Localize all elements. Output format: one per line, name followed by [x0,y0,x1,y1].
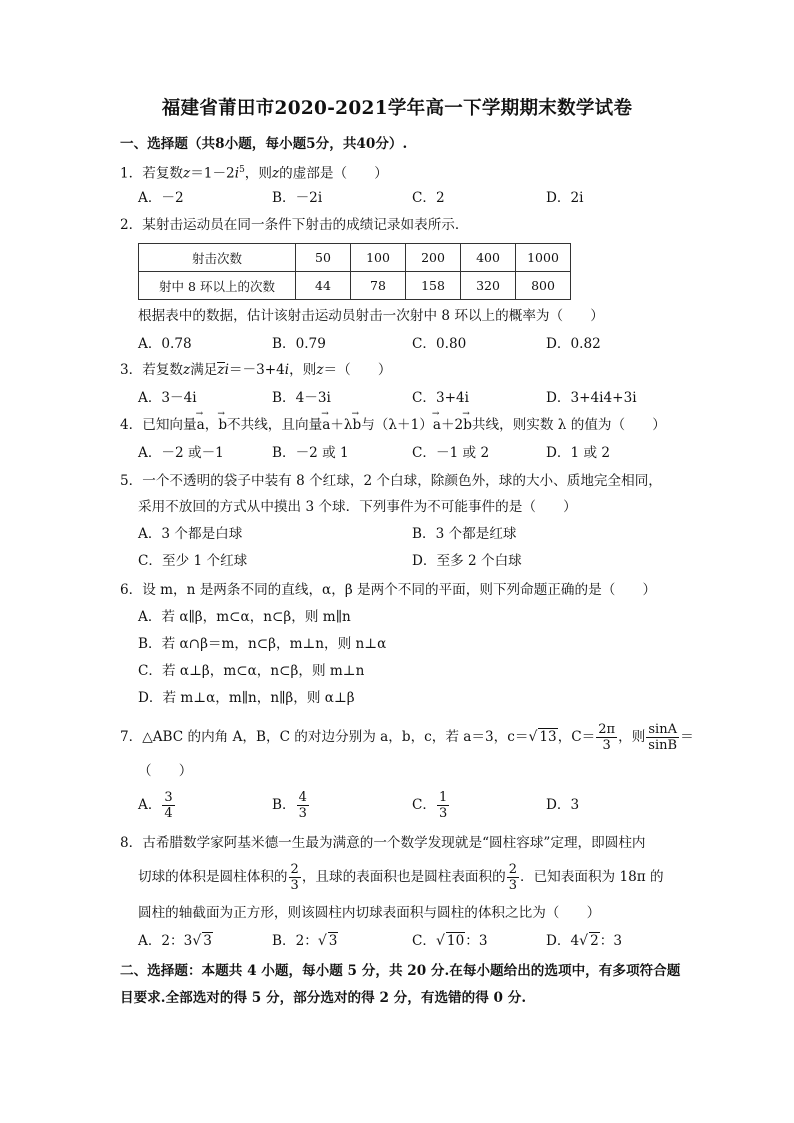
q8-option-c[interactable]: C．√ 10：3 [412,933,488,949]
table-cell: 158 [406,272,461,300]
q3-option-b[interactable]: B．4－3i [272,390,331,406]
question-6: 6．设 m，n 是两条不同的直线，α，β 是两个不同的平面，则下列命题正确的是（ ） [120,582,657,598]
q1-option-c[interactable]: C．2 [412,190,445,206]
q4-option-c[interactable]: C．－1 或 2 [412,445,490,461]
table-cell: 320 [461,272,516,300]
section-2-heading: 二、选择题：本题共 4 小题，每小题 5 分，共 20 分.在每小题给出的选项中，有多项符合题 [120,963,681,979]
q5-option-b[interactable]: B．3 个都是红球 [412,526,517,542]
q6-option-b[interactable]: B．若 α∩β＝m，n⊂β，m⊥n，则 n⊥α [138,636,387,652]
table-cell: 射中 8 环以上的次数 [139,272,296,300]
section-1-heading: 一、选择题（共8小题，每小题5分，共40分）. [120,136,408,152]
q7-option-b[interactable]: B． $\frac{4}{3}$ [272,790,307,821]
q2-option-c[interactable]: C．0.80 [412,336,467,352]
q7-option-a[interactable]: A． $\frac{3}{4}$ [138,790,173,821]
q6-option-c[interactable]: C．若 α⊥β，m⊂α，n⊂β，则 m⊥n [138,663,365,679]
q1-option-d[interactable]: D．2i [546,190,584,206]
table-cell: 800 [516,272,571,300]
section-2-heading-cont: 目要求.全部选对的得 5 分，部分选对的得 2 分，有选错的得 0 分. [120,990,527,1006]
q5-option-d[interactable]: D．至多 2 个白球 [412,553,522,569]
page-title: 福建省莆田市2020-2021学年高一下学期期末数学试卷 [161,98,633,119]
q3-option-c[interactable]: C．3+4i [412,390,470,406]
q2-option-b[interactable]: B．0.79 [272,336,326,352]
q8-option-a[interactable]: A．2：3√ 3 [138,933,212,949]
question-7-paren: （ ） [138,763,193,779]
question-7: 7．△ABC 的内角 A，B，C 的对边分别为 a，b，c，若 a＝3，c＝√ 13，C＝ $\frac{2\pi}{3}$ ，则 $\frac{\sin A}{\sin B}$ ＝ [120,722,694,753]
q3-option-d[interactable]: D．3+4i4+3i [546,390,637,406]
score-table [138,243,571,300]
table-cell: 射击次数 [139,244,296,272]
q8-option-d[interactable]: D．4√ 2：3 [546,933,622,949]
question-8-cont: 切球的体积是圆柱体积的 $\frac{2}{3}$ ，且球的表面积也是圆柱表面积的 $\frac{2}{3}$ ．已知表面积为 18π 的 [138,862,664,893]
q4-option-a[interactable]: A．－2 或－1 [138,445,224,461]
question-5-cont: 采用不放回的方式从中摸出 3 个球．下列事件为不可能事件的是（ ） [138,499,577,515]
table-cell: 44 [296,272,351,300]
table-cell: 400 [461,244,516,272]
question-3: 3．若复数z满足zi＝－3+4i，则z＝（ ） [120,362,392,378]
q1-option-b[interactable]: B．－2i [272,190,323,206]
q4-option-b[interactable]: B．－2 或 1 [272,445,349,461]
q2-option-d[interactable]: D．0.82 [546,336,601,352]
q1-option-a[interactable]: A．－2 [138,190,184,206]
q8-option-b[interactable]: B．2：√ 3 [272,933,338,949]
table-cell: 78 [351,272,406,300]
question-2-prompt: 根据表中的数据，估计该射击运动员射击一次射中 8 环以上的概率为（ ） [138,308,604,324]
q2-option-a[interactable]: A．0.78 [138,336,192,352]
table-cell: 50 [296,244,351,272]
q7-option-c[interactable]: C． $\frac{1}{3}$ [412,790,448,821]
q6-option-a[interactable]: A．若 α∥β，m⊂α，n⊂β，则 m∥n [138,609,351,625]
question-8: 8．古希腊数学家阿基米德一生最为满意的一个数学发现就是“圆柱容球”定理，即圆柱内 [120,835,646,851]
table-row [139,244,571,272]
q3-option-a[interactable]: A．3－4i [138,390,197,406]
question-4: 4．已知向量→ a，→ b不共线，且向量→ a＋λ→ b与（λ＋1）→ a＋2→ b共线，则实数 λ 的值为（ ） [120,415,666,435]
question-1: 1．若复数$z=1-2i^5$，则z的虚部是（ ） [120,165,388,182]
q6-option-d[interactable]: D．若 m⊥α，m∥n，n∥β，则 α⊥β [138,690,355,706]
table-row [139,272,571,300]
question-2: 2．某射击运动员在同一条件下射击的成绩记录如表所示． [120,217,469,233]
table-cell: 200 [406,244,461,272]
q7-option-d[interactable]: D．3 [546,797,580,813]
q5-option-c[interactable]: C．至少 1 个红球 [138,553,248,569]
q4-option-d[interactable]: D．1 或 2 [546,445,611,461]
q5-option-a[interactable]: A．3 个都是白球 [138,526,243,542]
question-5: 5．一个不透明的袋子中装有 8 个红球，2 个白球，除颜色外，球的大小、质地完全相同， [120,473,662,489]
table-cell: 1000 [516,244,571,272]
table-cell: 100 [351,244,406,272]
question-8-prompt: 圆柱的轴截面为正方形，则该圆柱内切球表面积与圆柱的体积之比为（ ） [138,905,601,921]
